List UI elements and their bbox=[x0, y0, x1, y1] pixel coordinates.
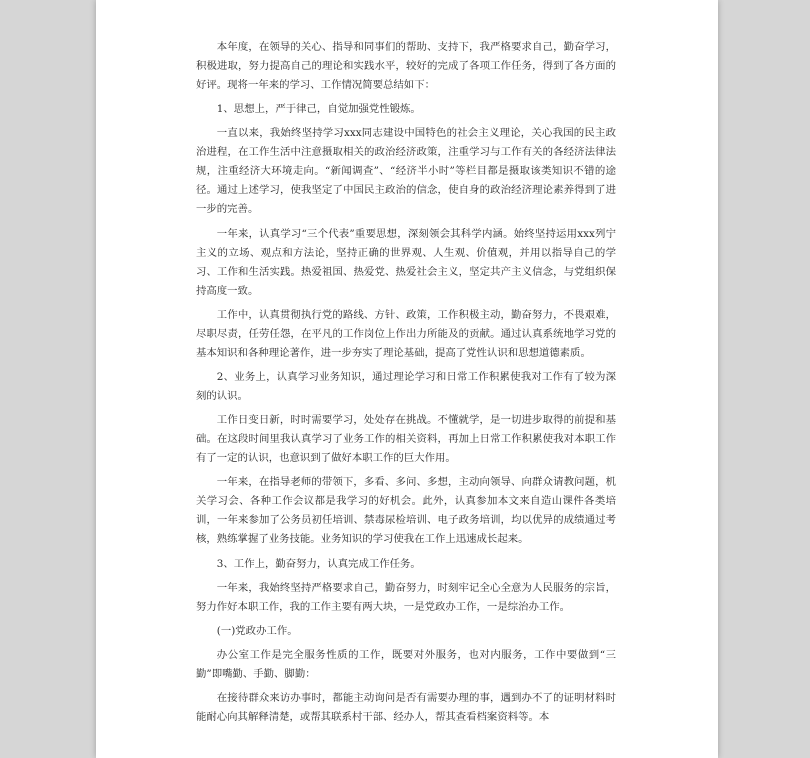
paragraph: 办公室工作是完全服务性质的工作，既要对外服务，也对内服务，工作中要做到“三勤”即嘴勤、手勤、脚勤： bbox=[196, 649, 616, 681]
paragraph: 工作日变日新，时时需要学习，处处存在挑战。不懂就学，是一切进步取得的前提和基础。在这段时间里我认真学习了业务工作的相关资料，再加上日常工作积累使我对本职工作有了一定的认识，也意识到了做好本职工作的巨大作用。 bbox=[196, 414, 616, 465]
section-heading-3: 3、工作上，勤奋努力，认真完成工作任务。 bbox=[216, 557, 421, 570]
document-body bbox=[196, 38, 616, 732]
paragraph: 工作中，认真贯彻执行党的路线、方针、政策，工作积极主动，勤奋努力，不畏艰难，尽职尽责，任劳任怨，在平凡的工作岗位上作出力所能及的贡献。通过认真系统地学习党的基本知识和各种理论著作，进一步夯实了理论基础，提高了党性认识和思想道德素质。 bbox=[196, 308, 616, 359]
paragraph: 一年来，在指导老师的带领下，多看、多问、多想，主动向领导、向群众请教问题，机关学习会、各种工作会议都是我学习的好机会。此外，认真参加本文来自造山课件各类培训，一年来参加了公务员初任培训、禁毒尿检培训、电子政务培训，均以优异的成绩通过考核，熟练掌握了业务技能。业务知识的学习使我在工作上迅速成长起来。 bbox=[196, 476, 616, 546]
paragraph: 一直以来，我始终坚持学习xxx同志建设中国特色的社会主义理论，关心我国的民主政治进程，在工作生活中注意摄取相关的政治经济政策，注重学习与工作有关的各经济法律法规，注重经济大环境走向。“新闻调查”、“经济半小时”等栏目都是摄取该类知识不错的途径。通过上述学习，使我坚定了中国民主政治的信念，使自身的政治经济理论素养得到了进一步的完善。 bbox=[196, 127, 616, 216]
paragraph: 一年来，认真学习“三个代表”重要思想，深刻领会其科学内涵。始终坚持运用xxx列宁主义的立场、观点和方法论，坚持正确的世界观、人生观、价值观，并用以指导自己的学习、工作和生活实践。热爱祖国、热爱党、热爱社会主义，坚定共产主义信念，与党组织保持高度一致。 bbox=[196, 227, 616, 297]
section-heading-1: 1、思想上，严于律己，自觉加强党性锻炼。 bbox=[216, 103, 421, 116]
paragraph-intro: 本年度，在领导的关心、指导和同事们的帮助、支持下，我严格要求自己，勤奋学习，积极进取，努力提高自己的理论和实践水平，较好的完成了各项工作任务，得到了各方面的好评。现将一年来的学习、工作情况简要总结如下： bbox=[196, 41, 616, 91]
paragraph: 一年来，我始终坚持严格要求自己，勤奋努力，时刻牢记全心全意为人民服务的宗旨，努力作好本职工作，我的工作主要有两大块，一是党政办工作，一是综治办工作。 bbox=[196, 581, 616, 613]
subsection-heading: (一)党政办工作。 bbox=[216, 624, 298, 637]
paragraph: 在接待群众来访办事时，都能主动询问是否有需要办理的事，遇到办不了的证明材料时能耐心向其解释清楚，或帮其联系村干部、经办人，帮其查看档案资料等。本 bbox=[196, 692, 616, 724]
document-page bbox=[96, 0, 718, 758]
section-heading-2: 2、业务上，认真学习业务知识，通过理论学习和日常工作积累使我对工作有了较为深刻的认识。 bbox=[196, 370, 616, 402]
